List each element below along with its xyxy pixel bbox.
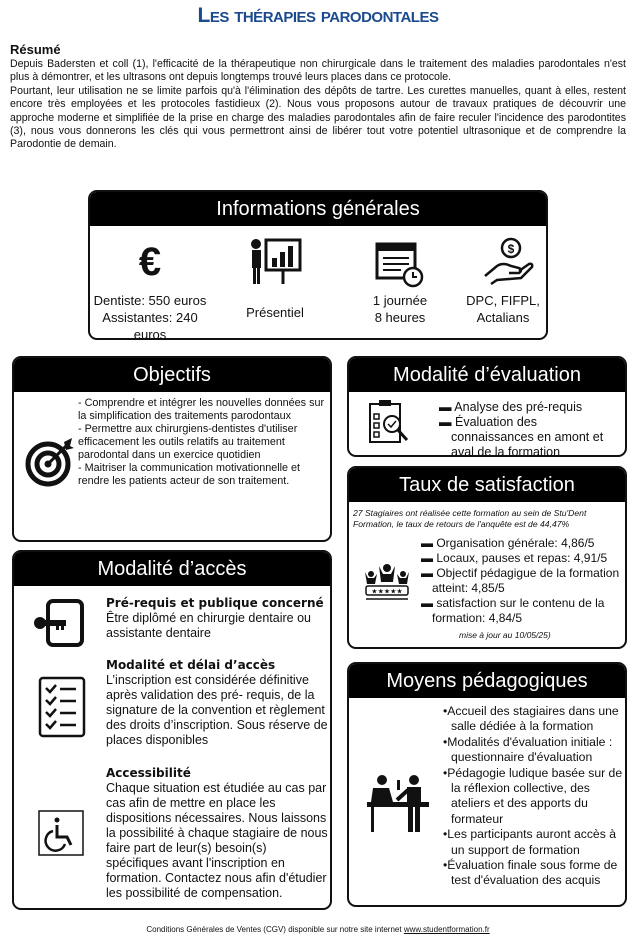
satisfaction-item: ▬ satisfaction sur le contenu de la formation: 4,84/5	[421, 596, 605, 625]
svg-text:★★★★★: ★★★★★	[371, 588, 403, 596]
euro-icon: €	[138, 240, 162, 284]
objectifs-box	[12, 356, 332, 542]
acces-box	[12, 550, 332, 910]
moyens-item: •Les participants auront accès à un support de formation	[443, 827, 616, 857]
presentation-icon	[248, 236, 304, 286]
reception-desk-icon	[367, 774, 431, 834]
evaluation-heading: Modalité d’évaluation	[349, 358, 625, 392]
objectifs-heading: Objectifs	[14, 358, 330, 392]
footer-text: Conditions Générales de Ventes (CGV) disponible sur notre site internet	[146, 925, 404, 934]
moyens-heading: Moyens pédagogiques	[349, 664, 625, 698]
duration-info: 1 journée 8 heures	[372, 293, 428, 325]
money-hand-icon	[483, 236, 535, 286]
moyens-item: •Accueil des stagiaires dans une salle dédiée à la formation	[443, 704, 619, 734]
resume-paragraph-1: Depuis Badersten et coll (1), l'efficacité de la thérapeutique non chirurgicale dans le traitement des maladies parodontales n'est plus à démontrer, et les ultrasons ont depuis longtemps trouvé leurs places dans ce protocole.	[10, 58, 626, 84]
satisfaction-item: ▬ Organisation générale: 4,86/5	[421, 536, 595, 550]
satisfaction-heading: Taux de satisfaction	[349, 468, 625, 502]
objectif-item: - Maitriser la communication motivationnelle et rendre les patients acteur de son traitement.	[78, 462, 301, 487]
evaluation-item: ▬ Évaluation des connaissances en amont et aval de la formation	[439, 415, 604, 457]
moyens-item: •Modalités d'évaluation initiale : questionnaire d'évaluation	[443, 734, 613, 765]
clipboard-search-icon	[367, 398, 417, 448]
satisfaction-updated: mise à jour au 10/05/25)	[459, 630, 551, 640]
page-title: Les thérapies parodontales	[197, 4, 439, 27]
moyens-item: •Évaluation finale sous forme de test d'évaluation des acquis	[443, 858, 618, 888]
key-icon	[32, 598, 88, 648]
evaluation-list	[439, 400, 623, 457]
satisfaction-box	[347, 466, 627, 649]
target-icon	[24, 436, 76, 488]
funding-info: DPC, FIFPL, Actalians	[466, 293, 540, 325]
evaluation-item: ▬ Analyse des pré-requis	[439, 400, 583, 414]
resume-heading: Résumé	[10, 42, 61, 57]
rating-people-icon	[363, 562, 411, 602]
acces-heading: Modalité d’accès	[14, 552, 330, 586]
objectif-item: - Permettre aux chirurgiens-dentistes d'utiliser efficacement les outils relatifs au traitement parodontal dans un exercice quotidien	[78, 423, 298, 461]
satisfaction-intro: 27 Stagiaires ont réalisée cette formation au sein de Stu'Dent Formation, le taux de retours de l'anquête est de 44,47%	[353, 508, 587, 529]
resume-paragraph-2: Pourtant, leur utilisation ne se limite parfois qu'à l'élimination des dépôts de tartre. Les curettes manuelles, quant à elles, restent encore très employées et les protocoles fastidieux (2). Nous vous proposons autour de travaux pratiques de découvrir une approche moderne et simplifiée de la prise en charge des maladies parodontales afin de faire reculer l'incidence des parodontites (3), nous vous donnerons les clés qui vous permettront ainsi de libérer tout votre potentiel ultrasonique et de comprendre la Parodontie de demain.	[10, 84, 626, 151]
objectifs-list	[78, 397, 328, 488]
delai-acces-section: Modalité et délai d’accès L’inscription est considérée définitive après validation des pré- requis, de la signature de la convention et règlement des droits d’inscription. Sous réserve de places disponibles	[106, 658, 328, 747]
mode-info: Présentiel	[246, 305, 304, 320]
satisfaction-item: ▬ Locaux, pauses et repas: 4,91/5	[421, 551, 608, 565]
satisfaction-item: ▬ Objectif pédagigue de la formation atteint: 4,85/5	[421, 566, 620, 595]
svg-text:$: $	[507, 242, 515, 256]
satisfaction-list	[421, 536, 625, 626]
accessibilite-section: Accessibilité Chaque situation est étudiée au cas par cas afin de mettre en place les dispositions nécessaires. Nous laissons la possibilité à chaque stagiaire de nous faire part de leur(s) besoin(s) spécifiques avant l'inscription en formation. Contactez nous afin d'étudier les possibilité de compensation.	[106, 766, 328, 900]
calendar-clock-icon	[375, 240, 425, 288]
price-info: Dentiste: 550 euros Assistantes: 240 euros	[93, 293, 207, 340]
objectif-item: - Comprendre et intégrer les nouvelles données sur la simplification des traitements parodontaux	[78, 397, 325, 422]
prerequis-section: Pré-requis et publique concerné Être diplômé en chirurgie dentaire ou assistante dentaire	[106, 596, 324, 640]
footer	[0, 925, 636, 934]
info-box	[88, 190, 548, 340]
moyens-item: •Pédagogie ludique basée sur de la réflexion collective, des ateliers et des apports du formateur	[443, 765, 623, 826]
evaluation-box	[347, 356, 627, 457]
moyens-box	[347, 662, 627, 907]
info-heading: Informations générales	[90, 192, 546, 226]
wheelchair-icon	[38, 810, 84, 856]
checklist-icon	[38, 676, 86, 738]
resume-section	[10, 42, 626, 152]
moyens-list	[443, 704, 625, 889]
website-link[interactable]: www.studentformation.fr	[403, 925, 490, 934]
